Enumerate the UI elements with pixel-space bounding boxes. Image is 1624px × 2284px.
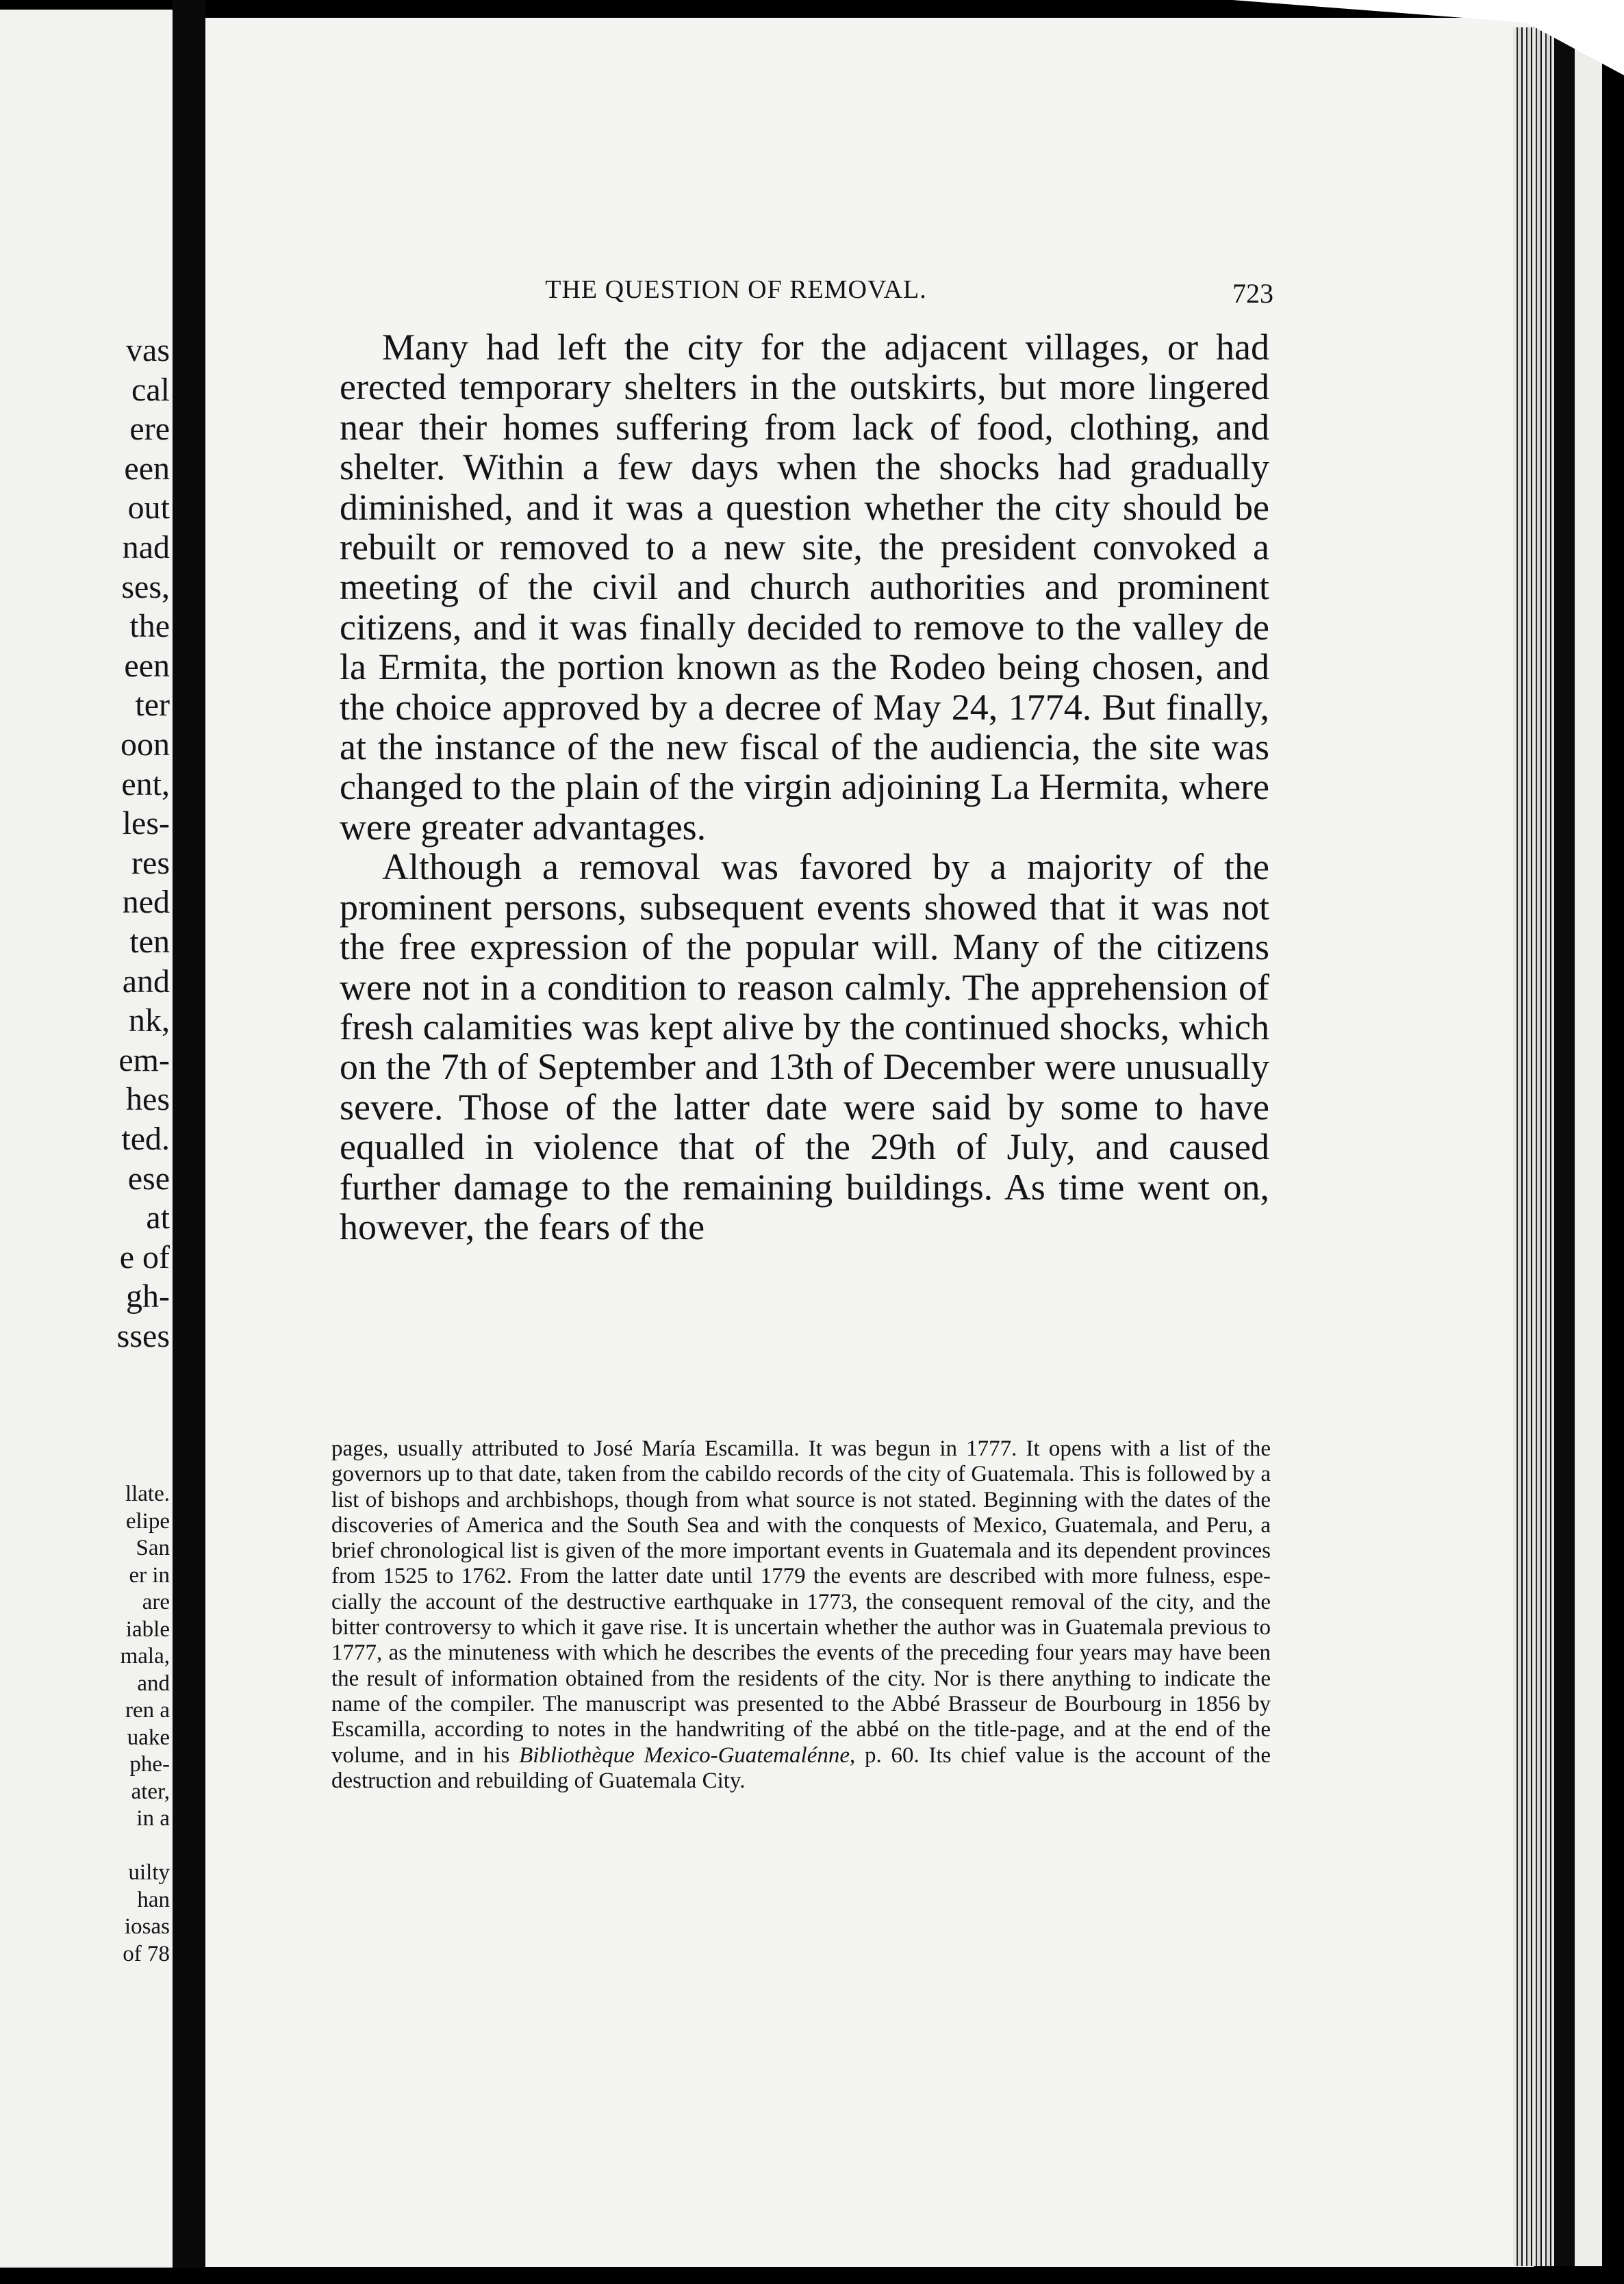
footnote-paragraph bbox=[331, 1436, 1271, 1794]
left-page-fragment: ned bbox=[122, 884, 170, 921]
footnote bbox=[331, 1436, 1271, 1794]
left-page-fragment: vas bbox=[126, 332, 170, 368]
left-page-note-fragment: and bbox=[137, 1671, 170, 1696]
page-header bbox=[342, 272, 1273, 307]
left-facing-page bbox=[0, 10, 173, 2269]
left-page-fragment: out bbox=[127, 490, 170, 526]
page-stack-shadow bbox=[1554, 27, 1575, 2266]
left-page-note-fragment: han bbox=[137, 1887, 170, 1912]
left-page-note-fragment: elipe bbox=[125, 1508, 170, 1534]
left-page-note-fragment: ater, bbox=[131, 1779, 170, 1804]
left-page-fragment: at bbox=[146, 1200, 170, 1236]
left-page-fragment: res bbox=[131, 844, 170, 881]
left-page-fragment: nad bbox=[122, 529, 170, 566]
left-page-note-fragment: San bbox=[136, 1536, 170, 1560]
left-page-fragment: nk, bbox=[129, 1002, 170, 1039]
left-page-fragment: ses, bbox=[121, 568, 170, 605]
footnote-book-title: Bibliothèque Mexico-Guatemalénne bbox=[519, 1742, 850, 1768]
left-page-fragment: ten bbox=[129, 924, 170, 960]
left-page-note-fragment: phe- bbox=[129, 1752, 170, 1777]
left-page-note-fragment: ren a bbox=[125, 1698, 170, 1723]
left-page-fragment: ter bbox=[135, 687, 170, 724]
left-page-note-fragment: llate. bbox=[125, 1482, 170, 1506]
left-page-fragment: ent, bbox=[121, 765, 170, 802]
left-page-fragment: cal bbox=[131, 371, 170, 408]
left-page-fragment: and bbox=[122, 963, 170, 1000]
left-page-fragment: em- bbox=[118, 1041, 170, 1078]
left-page-note-fragment: er in bbox=[129, 1562, 170, 1588]
left-page-fragment: een bbox=[124, 647, 170, 684]
left-page-fragment: ted. bbox=[121, 1121, 170, 1157]
left-page-fragment: hes bbox=[126, 1081, 170, 1118]
footnote-text: pages, usually attributed to José María Escamilla. It was begun in 1777. It opens with a list of the governors up to that date, taken from the cabildo records of the city of Guatemala. This is followed by a list of bishops and archbishops, though from what source is not stated. Beginning with the dates of the discoveries of America and the South Sea and with the conquests of Mexico, Guatemala, and Peru, a brief chronological list is given of the more important events in Guatemala and its dependent provinces from 1525 to 1762. From the latter date until 1779 the events are described with more fulness, especially the account of the destructive earthquake in 1773, the consequent removal of the city, and the bitter controversy to which it gave rise. It is uncertain whether the author was in Guatemala previous to 1777, as the minuteness with which he describes the events of the preceding four years may have been the result of information obtained from the residents of the city. Nor is there anything to indicate the name of the compiler. The manuscript was presented to the Abbé Brasseur de Bourbourg in 1856 by Escamilla, according to notes in the handwriting of the abbé on the title-page, and at the end of the volume, and in his bbox=[331, 1436, 1271, 1768]
left-page-note-fragment: of 78 bbox=[123, 1941, 170, 1966]
left-page-fragment: oon bbox=[120, 726, 170, 763]
scan-border-bottom bbox=[0, 2268, 1624, 2284]
footnote-text: , p. 60. Its chief value is the account of the destruction and rebuilding of Guatemala City. bbox=[331, 1742, 1271, 1793]
left-page-note-fragment: mala, bbox=[120, 1644, 170, 1668]
page-stack-outer bbox=[1575, 27, 1602, 2266]
page-number: 723 bbox=[1232, 278, 1273, 309]
paragraph: Many had left the city for the adjacent villages, or had erected temporary shelters in the outskirts, but more lingered near their homes suffering from lack of food, clothing, and shelter. Within a few days when the shocks had gradually diminished, and it was a question whether the city should be rebuilt or removed to a new site, the president convoked a meeting of the civil and church authorities and prominent citizens, and it was finally decided to remove to the valley de la Ermita, the portion known as the Rodeo being chosen, and the choice approved by a decree of May 24, 1774. But finally, at the instance of the new fiscal of the audiencia, the site was changed to the plain of the virgin adjoining La Hermita, where were greater advantages. bbox=[340, 327, 1269, 848]
left-page-note-fragment: iosas bbox=[125, 1914, 170, 1939]
book-gutter bbox=[173, 0, 205, 2284]
left-page-fragment: ese bbox=[127, 1160, 170, 1197]
left-page-note-fragment: uilty bbox=[128, 1860, 170, 1885]
left-page-note-fragment: are bbox=[142, 1590, 170, 1614]
paragraph: Although a removal was favored by a majority of the prominent persons, subsequent events showed that it was not the free expression of the popular will. Many of the citizens were not in a condition to reason calmly. The apprehension of fresh calamities was kept alive by the continued shocks, which on the 7th of September and 13th of December were unusually severe. Those of the latter date were said by some to have equalled in violence that of the 29th of July, and caused further damage to the remaining buildings. As time went on, however, the fears of the bbox=[340, 846, 1269, 1247]
body-text bbox=[340, 327, 1269, 1247]
left-page-fragment: les- bbox=[122, 805, 170, 842]
left-page-note-fragment: uake bbox=[127, 1725, 170, 1750]
left-page-fragment: een bbox=[124, 450, 170, 487]
left-page-fragment: gh- bbox=[126, 1278, 170, 1315]
left-page-fragment: e of bbox=[119, 1239, 170, 1276]
left-page-fragment: the bbox=[129, 608, 170, 645]
left-page-fragment: sses bbox=[116, 1318, 170, 1354]
left-page-note-fragment: iable bbox=[125, 1616, 170, 1642]
left-page-note-fragment: in a bbox=[136, 1806, 170, 1831]
left-page-fragment: ere bbox=[129, 411, 170, 448]
running-head: THE QUESTION OF REMOVAL. bbox=[545, 275, 927, 304]
